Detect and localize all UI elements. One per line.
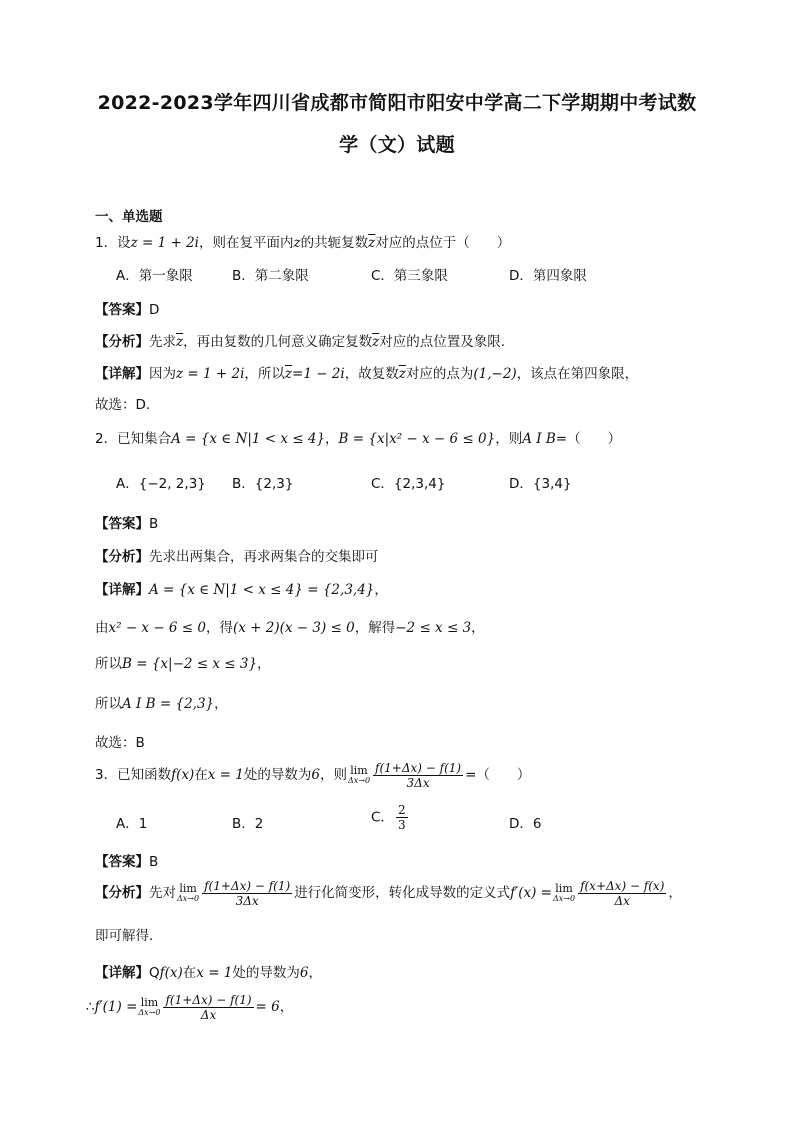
q1-detail-f: ，故复数 [344,366,399,382]
q2-stem-a: 2．已知集合 [95,431,172,447]
q2-answer [95,512,158,532]
q3-limit-sub: Δx→0 [347,776,371,785]
q2-option-a: A．{−2, 2,3} [116,476,206,492]
q3-fraction-num: f(1+Δx) − f(1) [375,760,462,775]
q1-answer [95,298,159,318]
q1-detail-a: 因为 [149,366,176,382]
q3-definition-limit-text: lim [555,882,573,895]
q3-answer [95,850,158,870]
q2-option-b: B．{2,3} [232,476,294,492]
q3-stem-fx: f(x) [171,767,195,783]
q3-detail-2c: = 6 [255,999,280,1015]
q3-detail-limit-sub: Δx→0 [138,1008,161,1017]
q2-option-d: D．{3,4} [509,476,572,492]
q1-analysis-c: 对应的点位置及象限. [379,334,506,350]
q1-analysis-zbar: $\overline{z}$ [176,334,184,350]
q1-detail-e: =1 − 2i [292,366,345,382]
q3-analysis [95,876,682,910]
q1-stem [95,231,510,251]
q1-analysis-a: 先求 [149,334,176,350]
q1-detail-point: (1,−2) [473,366,517,382]
q3-detail-six: 6 [299,965,309,981]
q3-definition-den: Δx [614,893,630,908]
q3-detail-fraction-num: f(1+Δx) − f(1) [165,992,252,1007]
q3-detail-tag: 【详解】 [95,965,149,981]
q1-analysis-b: ，再由复数的几何意义确定复数 [183,334,373,350]
q3-detail-1 [95,961,322,981]
q2-stem-intersection: A I B [522,431,556,447]
q2-detail-3 [95,652,271,672]
q2-detail-3c: ， [257,656,271,672]
q3-stem-a: 3．已知函数 [95,767,172,783]
q2-conclusion: 故选：B [95,735,145,751]
q1-detail-c: ，所以 [244,366,285,382]
q3-fraction-den: 3Δx [406,775,430,790]
q2-detail-3a: 所以 [95,656,122,672]
q2-analysis-text: 先求出两集合，再求两集合的交集即可 [149,549,379,565]
q2-answer-value: B [149,516,159,532]
q3-analysis-limit-sub: Δx→0 [177,894,200,903]
q3-detail-fraction-den: Δx [200,1007,217,1022]
q3-analysis-cont: 即可解得. [95,928,154,944]
q1-detail-zbar: $\overline{z}$ [284,366,293,382]
q3-limit [348,765,370,785]
q1-stem-z-eq: z = 1 + 2i [130,235,199,251]
q2-detail-4a: 所以 [95,696,122,712]
q1-stem-a: 1．设 [95,235,131,251]
q1-answer-tag: 【答案】 [95,302,149,318]
q1-detail-tag: 【详解】 [95,366,149,382]
q3-detail-limit-text: lim [140,996,159,1009]
q3-detail-2b: f′(1) = [94,999,138,1015]
q2-detail-2c: ，得 [206,620,233,636]
q3-stem-g: ，则 [319,767,347,783]
page-title-line-2: 学（文）试题 [339,134,455,156]
q2-answer-tag: 【答案】 [95,516,149,532]
q3-analysis-fraction [202,879,292,908]
q1-detail-b: z = 1 + 2i [176,366,245,382]
q2-detail-2a: 由 [95,620,109,636]
q3-definition-limit [553,883,575,903]
q2-detail-2b: x² − x − 6 ≤ 0 [108,620,206,636]
q3-detail-x1: x = 1 [196,965,233,981]
q3-detail-e: 处的导数为 [232,965,300,981]
page-title-line-1: 2022-2023学年四川省成都市简阳市阳安中学高二下学期期中考试数 [97,92,697,114]
q3-answer-tag: 【答案】 [95,854,149,870]
q3-option-c-label: C． [371,809,394,826]
q3-detail-g: ， [308,965,322,981]
q3-limit-text: lim [350,764,368,777]
q3-detail-a: Q [149,965,160,981]
q2-detail-2d: (x + 2)(x − 3) ≤ 0 [233,620,355,636]
q2-detail-3b: B = {x|−2 ≤ x ≤ 3} [122,656,258,672]
q3-detail-fraction [163,993,253,1022]
q3-option-b: B．2 [232,816,264,832]
q2-stem-c: ， [325,431,339,447]
q3-analysis-derivative: f′(x) = [510,885,552,901]
q3-analysis-a: 先对 [149,885,176,901]
q2-detail-1-punct: ， [374,582,388,598]
q1-detail-zbar-2: $\overline{z}$ [398,366,406,382]
q3-answer-value: B [149,854,159,870]
q2-detail-2f: −2 ≤ x ≤ 3 [395,620,472,636]
q2-analysis-tag: 【分析】 [95,549,149,565]
q2-option-c: C．{2,3,4} [371,476,446,492]
q3-option-c-num: 2 [397,803,406,817]
q2-detail-4 [95,692,228,712]
q2-set-b: B = {x|x² − x − 6 ≤ 0} [338,431,496,447]
q2-stem [95,427,621,447]
q2-detail-2 [95,616,485,636]
q3-option-c-fraction [396,803,408,832]
q3-stem-e: 处的导数为 [243,767,312,783]
q3-detail-therefore: ∴ [86,999,95,1015]
q3-stem-six: 6 [311,767,320,783]
q3-stem-c: 在 [194,767,208,783]
q2-set-a: A = {x ∈ N|1 < x ≤ 4} [171,431,326,447]
q1-stem-z: z [293,235,301,251]
q2-detail-tag: 【详解】 [95,582,149,598]
q3-analysis-b: 进行化简变形，转化成导数的定义式 [294,885,511,901]
q1-stem-d: 的共轭复数 [300,235,369,251]
q3-option-d: D．6 [509,816,542,832]
q3-stem-h: =（ ） [465,767,531,783]
q3-analysis-fraction-num: f(1+Δx) − f(1) [204,878,291,893]
q3-stem [95,760,530,790]
q2-detail-1 [95,578,388,598]
q2-stem-g: =（ ） [555,431,622,447]
q3-stem-x1: x = 1 [207,767,244,783]
q3-detail-2d: ， [279,999,294,1015]
q1-answer-value: D [149,302,160,318]
q3-analysis-tag: 【分析】 [95,885,149,901]
section-heading: 一、单选题 [95,209,163,225]
q2-detail-2g: ， [471,620,485,636]
q2-detail-1-math: A = {x ∈ N|1 < x ≤ 4} = {2,3,4} [149,582,375,598]
q3-definition-limit-sub: Δx→0 [552,894,576,903]
q1-option-c: C．第三象限 [371,268,448,284]
q1-option-b: B．第二象限 [232,268,309,284]
q3-definition-num: f(x+Δx) − f(x) [580,878,665,893]
q1-analysis-zbar-2: $\overline{z}$ [372,334,380,350]
q2-stem-e: ，则 [495,431,523,447]
q1-option-d: D．第四象限 [509,268,587,284]
q3-detail-fx: f(x) [159,965,183,981]
q3-definition-fraction [578,879,666,908]
q3-analysis-d: ， [668,885,682,901]
q3-analysis-limit-text: lim [179,882,197,895]
q3-option-a: A．1 [116,816,148,832]
q3-detail-c: 在 [182,965,197,981]
q1-stem-b: ，则在复平面内 [199,235,294,251]
q1-conclusion: 故选：D. [95,397,151,413]
q1-analysis-tag: 【分析】 [95,334,149,350]
q1-detail [95,362,638,382]
q2-analysis [95,545,379,565]
q1-option-a: A．第一象限 [116,268,193,284]
q2-detail-2e: ，解得 [354,620,396,636]
q3-analysis-limit [177,883,199,903]
q3-option-c-den: 3 [397,818,406,832]
q1-detail-h: 对应的点为 [405,366,474,382]
q1-stem-f: 对应的点位于（ ） [375,235,511,251]
q3-fraction [373,761,463,790]
q3-detail-limit [138,997,160,1017]
q3-analysis-fraction-den: 3Δx [235,893,259,908]
q1-analysis [95,330,505,350]
q1-detail-j: ，该点在第四象限， [516,366,639,382]
q3-option-c [371,803,410,832]
q2-detail-4b: A I B = {2,3} [122,696,215,712]
q1-stem-zbar: $\overline{z}$ [368,235,376,251]
q2-detail-4c: ， [214,696,228,712]
q3-detail-2 [86,990,293,1024]
